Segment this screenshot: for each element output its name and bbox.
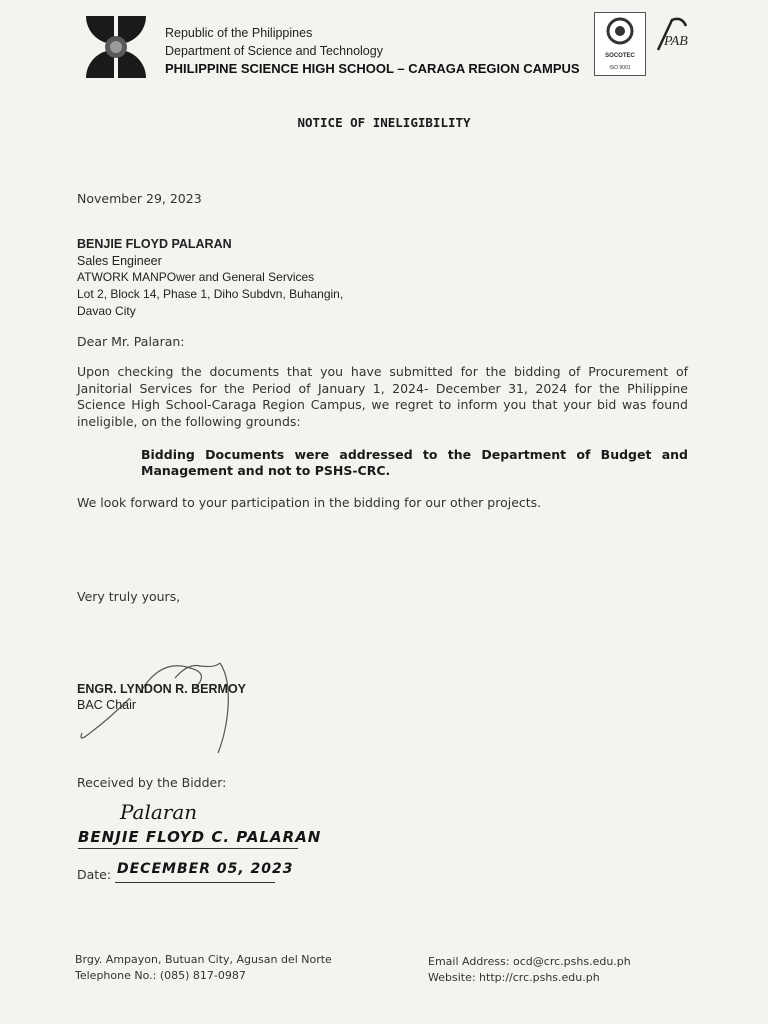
bidder-signature: Palaran [120,800,198,824]
pab-badge [650,14,692,74]
recipient-position: Sales Engineer [77,254,162,268]
letter-date: November 29, 2023 [77,191,202,206]
page-title: NOTICE OF INELIGIBILITY [297,115,471,130]
footer-email: Email Address: ocd@crc.pshs.edu.ph [428,955,631,968]
socotec-label: SOCOTEC [605,53,635,59]
footer-telephone: Telephone No.: (085) 817-0987 [75,969,246,982]
date-underline [115,882,275,883]
footer-website: Website: http://crc.pshs.edu.ph [428,971,600,984]
letterhead-line-1: Republic of the Philippines [165,26,313,40]
letterhead-line-2: Department of Science and Technology [165,44,383,58]
recipient-name: BENJIE FLOYD PALARAN [77,237,232,251]
recipient-address-1: Lot 2, Block 14, Phase 1, Diho Subdvn, Buhangin, [77,287,344,301]
closing-paragraph: We look forward to your participation in the bidding for our other projects. [77,495,542,510]
salutation: Dear Mr. Palaran: [77,334,185,349]
pab-label: PAB [664,34,688,49]
grounds-paragraph: Bidding Documents were addressed to the Department of Budget and Management and not to PSHS-CRC. [141,447,688,478]
letterhead-school-name: PHILIPPINE SCIENCE HIGH SCHOOL – CARAGA REGION CAMPUS [165,61,580,76]
body-paragraph: Upon checking the documents that you have submitted for the bidding of Procurement of Janitorial Services for the Period of January 1, 2024- December 31, 2024 for the Philippine Science High School-Caraga Region Campus, we regret to inform you that your bid was found ineligible, on the following grounds: [77,364,688,429]
socotec-badge [594,12,646,76]
bidder-handwritten-date: DECEMBER 05, 2023 [117,861,294,877]
received-label: Received by the Bidder: [77,775,227,790]
complimentary-close: Very truly yours, [77,589,181,604]
footer-address: Brgy. Ampayon, Butuan City, Agusan del Norte [75,953,332,966]
date-label: Date: [77,867,112,882]
signatory-name: ENGR. LYNDON R. BERMOY [77,682,247,696]
school-logo-icon [84,14,148,80]
name-underline [78,848,298,849]
socotec-sub: ISO 9001 [609,65,631,71]
bidder-handwritten-name: BENJIE FLOYD C. PALARAN [78,828,322,846]
recipient-company: ATWORK MANPOwer and General Services [77,270,315,284]
socotec-icon [595,13,645,49]
recipient-address-2: Davao City [77,304,136,318]
signatory-title: BAC Chair [77,698,137,712]
